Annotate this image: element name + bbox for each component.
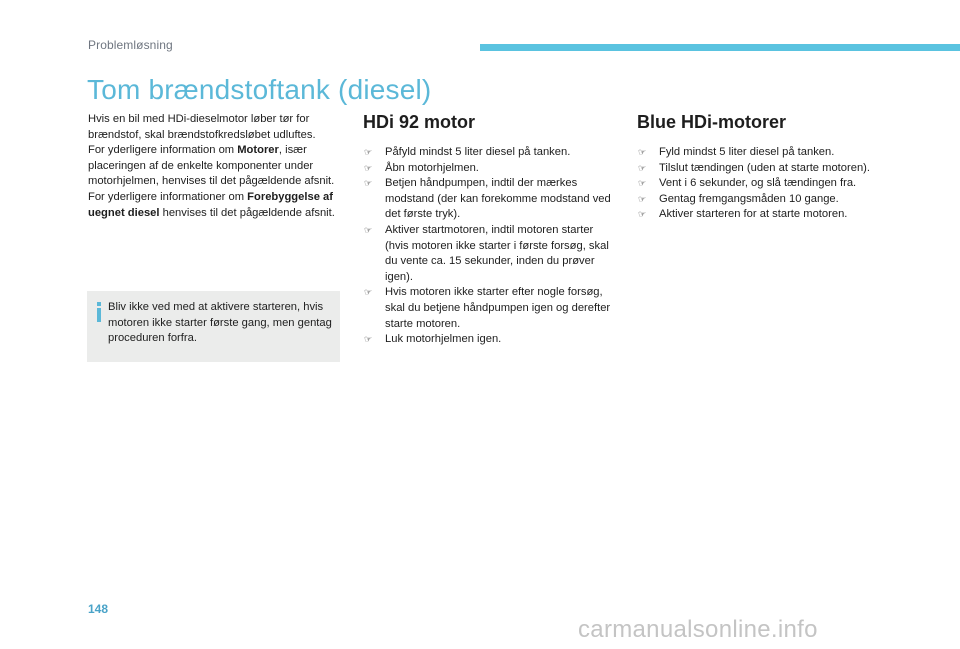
step-item bbox=[363, 145, 618, 161]
intro-paragraph-2 bbox=[88, 143, 342, 190]
hand-pointer-icon: ☞ bbox=[638, 193, 647, 204]
hand-pointer-icon: ☞ bbox=[638, 178, 647, 189]
step-text: Aktiver startmotoren, indtil motoren starter (hvis motoren ikke starter i første forsøg, skal du vente ca. 15 sekunder, inden du prøver igen). bbox=[385, 223, 609, 283]
step-text: Vent i 6 sekunder, og slå tændingen fra. bbox=[659, 177, 857, 190]
bluehdi-steps bbox=[637, 145, 907, 223]
bluehdi-section bbox=[637, 112, 907, 223]
step-item bbox=[637, 192, 907, 208]
step-text: Hvis motoren ikke starter efter nogle forsøg, skal du betjene håndpumpen igen og derefter starte motoren. bbox=[385, 286, 611, 330]
hdi92-section bbox=[363, 112, 618, 348]
note-text: Bliv ikke ved med at aktivere starteren, hvis motoren ikke starter første gang, men gentag proceduren forfra. bbox=[108, 301, 332, 345]
hand-pointer-icon: ☞ bbox=[364, 178, 373, 189]
header-bar bbox=[480, 44, 960, 51]
step-item bbox=[363, 285, 618, 332]
intro-text: For yderligere informationer om bbox=[88, 190, 248, 203]
step-item bbox=[363, 332, 618, 348]
step-item bbox=[363, 176, 618, 223]
step-text: Luk motorhjelmen igen. bbox=[385, 333, 502, 346]
page-title: Tom brændstoftank (diesel) bbox=[87, 74, 432, 105]
link-motorer: Motorer bbox=[237, 144, 279, 157]
watermark: carmanualsonline.info bbox=[578, 616, 818, 643]
hand-pointer-icon: ☞ bbox=[364, 224, 373, 235]
step-item bbox=[637, 145, 907, 161]
step-item bbox=[637, 176, 907, 192]
bluehdi-heading: Blue HDi-motorer bbox=[637, 112, 787, 132]
hand-pointer-icon: ☞ bbox=[364, 287, 373, 298]
intro-text: For yderligere information om bbox=[88, 144, 238, 157]
step-item bbox=[637, 207, 907, 223]
step-item bbox=[363, 223, 618, 285]
step-text: Påfyld mindst 5 liter diesel på tanken. bbox=[385, 146, 571, 158]
hand-pointer-icon: ☞ bbox=[364, 147, 373, 157]
hand-pointer-icon: ☞ bbox=[638, 162, 647, 173]
info-note bbox=[87, 291, 340, 362]
step-text: Aktiver starteren for at starte motoren. bbox=[659, 208, 848, 221]
page-number: 148 bbox=[88, 602, 109, 616]
step-item bbox=[363, 161, 618, 177]
intro-column bbox=[88, 112, 342, 221]
step-text: Åbn motorhjelmen. bbox=[385, 161, 479, 174]
step-text: Tilslut tændingen (uden at starte motoren). bbox=[659, 161, 871, 174]
intro-text: henvises til det pågældende afsnit. bbox=[159, 206, 335, 219]
link-forebyggelse: Forebyggelse af uegnet diesel bbox=[88, 190, 333, 219]
step-text: Fyld mindst 5 liter diesel på tanken. bbox=[659, 146, 835, 158]
step-text: Gentag fremgangsmåden 10 gange. bbox=[659, 192, 839, 205]
hand-pointer-icon: ☞ bbox=[638, 147, 647, 157]
hdi92-steps bbox=[363, 145, 618, 348]
hdi92-heading: HDi 92 motor bbox=[363, 112, 476, 132]
intro-paragraph-1: Hvis en bil med HDi-dieselmotor løber tør for brændstof, skal brændstofkredsløbet udluftes. bbox=[88, 113, 316, 141]
intro-paragraph-3 bbox=[88, 190, 342, 221]
section-label: Problemløsning bbox=[88, 38, 173, 52]
hand-pointer-icon: ☞ bbox=[638, 209, 647, 220]
step-text: Betjen håndpumpen, indtil der mærkes modstand (der kan forekomme modstand ved det første tryk). bbox=[385, 177, 611, 221]
hand-pointer-icon: ☞ bbox=[364, 162, 373, 173]
hand-pointer-icon: ☞ bbox=[364, 334, 373, 345]
info-icon bbox=[93, 301, 105, 323]
intro-text: , især placeringen af de enkelte komponenter under motorhjelmen, henvises til det pågældende afsnit. bbox=[88, 144, 335, 188]
step-item bbox=[637, 161, 907, 177]
